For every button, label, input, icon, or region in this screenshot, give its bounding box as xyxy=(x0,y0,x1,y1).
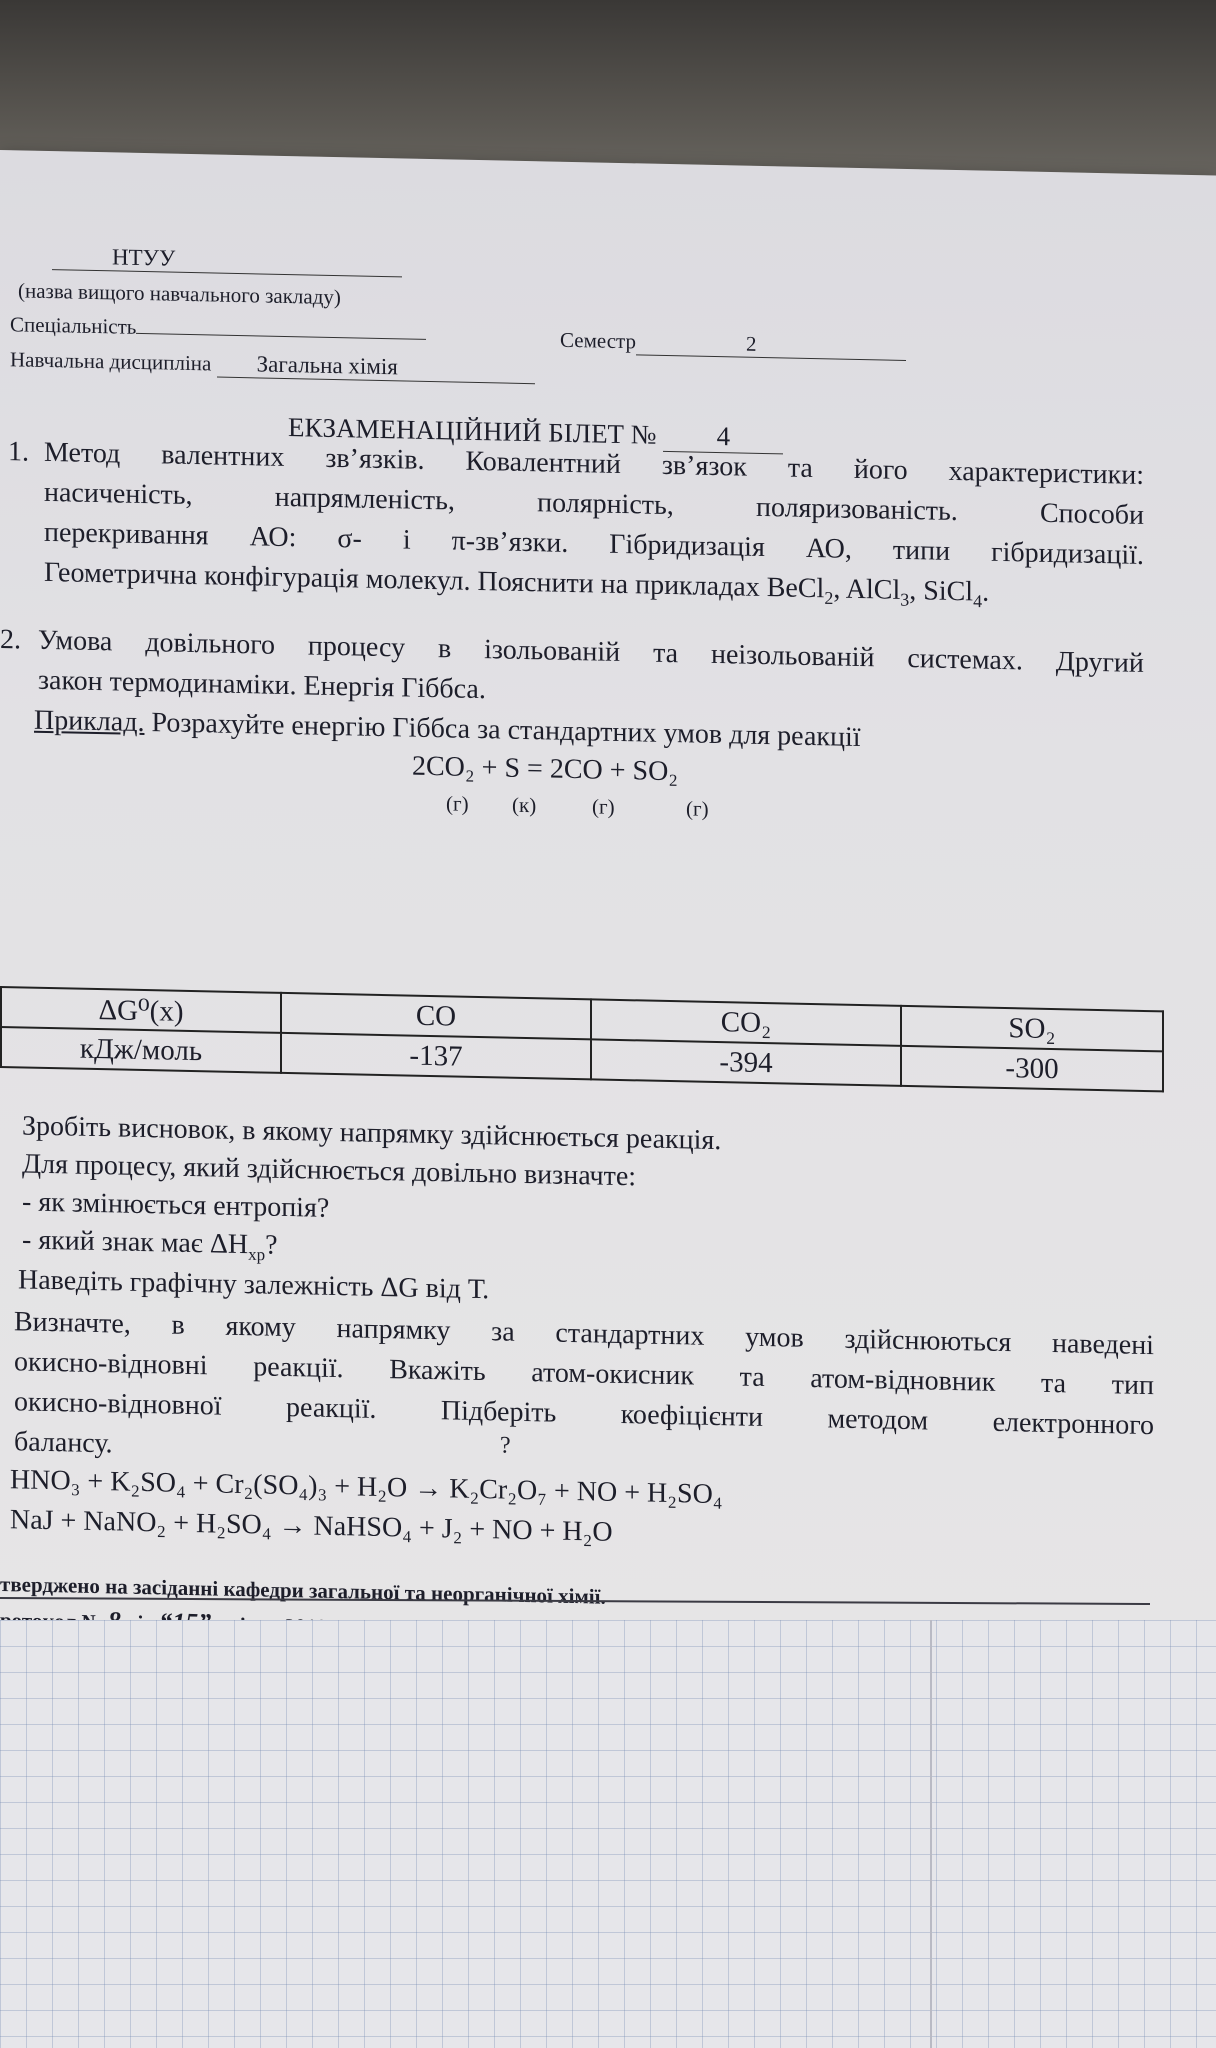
semester-value: 2 xyxy=(636,329,906,361)
table-cell: CO xyxy=(281,993,591,1039)
question-mark-annotation: ? xyxy=(500,1432,511,1459)
q3-word: коефіцієнти xyxy=(620,1399,763,1433)
formula-sicl: SiCl xyxy=(923,575,974,608)
reaction-equation: 2CO₂ + S = 2CO + SO₂ xyxy=(412,750,679,788)
q3-word: електронного xyxy=(992,1406,1154,1442)
q3-word: реакції. xyxy=(253,1351,344,1385)
table-cell: -300 xyxy=(901,1046,1163,1091)
task-conclusion: Зробіть висновок, в якому напрямку здійснюється реакція. xyxy=(22,1110,722,1157)
q1-word: валентних xyxy=(161,439,285,473)
q3-word: реакції. xyxy=(286,1391,377,1425)
specialty-blank xyxy=(136,313,426,340)
table-cell: ΔG⁰(x) xyxy=(1,987,281,1033)
q1-word: зв’язок xyxy=(661,449,747,483)
q3-word: Вкажіть xyxy=(389,1354,486,1388)
q2-word: процесу xyxy=(307,630,406,664)
q2-word: ізольованій xyxy=(484,634,621,668)
state-gas-3: (г) xyxy=(686,796,709,821)
q1-word: насиченість, xyxy=(44,476,193,512)
institution-caption: (назва вищого навчального закладу) xyxy=(18,278,341,310)
q2-word: Другий xyxy=(1055,646,1144,679)
formula-sub: 4 xyxy=(973,590,983,612)
q3-word: Підберіть xyxy=(440,1395,557,1429)
redox-reaction-2: NaJ + NaNO₂ + H₂SO₄ → NaHSO₄ + J₂ + NO + H₂O xyxy=(10,1504,613,1548)
q3-word: умов xyxy=(745,1321,804,1354)
question2-example xyxy=(34,705,861,754)
task-enthalpy xyxy=(22,1224,278,1265)
q1-word: напрямленість, xyxy=(274,481,455,517)
state-gas-1: (г) xyxy=(446,791,469,816)
q3-word: якому xyxy=(225,1310,296,1344)
notebook-fold xyxy=(930,1620,932,2048)
semester-line xyxy=(560,328,906,361)
ticket-title-text: ЕКЗАМЕНАЦІЙНИЙ БІЛЕТ № xyxy=(288,412,657,450)
notebook-page xyxy=(0,1620,1216,2048)
q2-word: та xyxy=(653,637,679,670)
approval-line: тверджено на засіданні кафедри загальної та неорганічної хімії. xyxy=(0,1572,606,1609)
q1-word: Способи xyxy=(1039,497,1144,531)
table-cell: CO₂ xyxy=(591,999,901,1045)
q1-word: Гібридизація xyxy=(609,528,765,564)
question2-number: 2. xyxy=(0,624,21,656)
q3-word: атом-окисник xyxy=(531,1357,694,1392)
q1-word: Метод xyxy=(44,436,121,470)
question1-number: 1. xyxy=(8,436,29,468)
q1-word: поляризованість. xyxy=(755,491,958,528)
formula-sub: 3 xyxy=(900,589,910,610)
q1-word: Ковалентний xyxy=(465,445,621,481)
table-cell: -137 xyxy=(281,1033,591,1079)
q1-word: характеристики: xyxy=(948,455,1144,491)
q3-word: та xyxy=(739,1361,765,1394)
example-text: Розрахуйте енергію Гіббса за стандартних умов для реакції xyxy=(151,707,861,754)
q3-word: тип xyxy=(1111,1369,1154,1402)
q3-word: в xyxy=(171,1309,185,1341)
q1-word: зв’язків. xyxy=(325,442,425,476)
q1-word: типи xyxy=(892,534,951,567)
q1-word: та xyxy=(787,452,813,485)
state-gas-2: (г) xyxy=(592,794,615,819)
question3-line4: балансу. xyxy=(14,1426,113,1460)
q3-word: за xyxy=(491,1316,515,1348)
specialty-line xyxy=(10,310,426,346)
institution: НТУУ xyxy=(52,243,402,277)
q1-last-line: Геометрична конфігурація молекул. Пояснити на прикладах xyxy=(44,556,760,603)
exam-sheet xyxy=(0,150,1216,1655)
task-determine: Для процесу, який здійснюється довільно визначте: xyxy=(22,1148,637,1193)
q2-word: Умова xyxy=(38,624,113,658)
semester-label: Семестр xyxy=(560,327,636,354)
state-solid: (к) xyxy=(512,792,537,818)
formula-becl: BeCl xyxy=(766,572,825,605)
task-entropy: - як змінюється ентропія? xyxy=(22,1186,330,1224)
q2-word: неізольованій xyxy=(710,638,875,674)
table-cell: SO₂ xyxy=(901,1006,1163,1051)
enthalpy-end: ? xyxy=(265,1229,278,1261)
discipline-label: Навчальна дисципліна xyxy=(10,347,212,376)
q1-word: АО: xyxy=(249,521,297,554)
q3-word: окисно-відновні xyxy=(14,1346,208,1382)
q2-word: довільного xyxy=(145,627,276,661)
table-cell: -394 xyxy=(591,1039,901,1085)
q3-word: та xyxy=(1041,1367,1067,1400)
q1-word: АО, xyxy=(805,532,852,565)
q1-word: гібридизації. xyxy=(991,536,1144,571)
formula-alcl: AlCl xyxy=(845,573,901,606)
q1-word: його xyxy=(853,453,908,487)
gibbs-energy-table xyxy=(0,986,1164,1092)
q2-word: в xyxy=(437,633,452,665)
discipline-value: Загальна хімія xyxy=(217,351,535,385)
q3-word: напрямку xyxy=(336,1313,451,1347)
question1-line4: Геометрична конфігурація молекул. Пояснити на прикладах BeCl$_2$, AlCl$_3$, SiCl$_4$. xyxy=(44,556,990,612)
task-graph: Наведіть графічну залежність ΔG від Т. xyxy=(18,1264,490,1306)
discipline-line xyxy=(10,346,535,384)
example-label: Приклад. xyxy=(34,704,145,739)
institution-line xyxy=(52,243,402,277)
q3-word: стандартних xyxy=(555,1317,705,1352)
q1-word: полярність, xyxy=(537,487,674,522)
q1-word: π-зв’язки. xyxy=(451,525,569,559)
q3-word: наведені xyxy=(1052,1328,1154,1362)
q1-word: перекривання xyxy=(44,516,209,552)
q3-word: методом xyxy=(827,1403,929,1437)
q1-word: σ- xyxy=(337,523,362,555)
q1-word: і xyxy=(402,524,411,556)
q2-word: системах. xyxy=(907,643,1023,677)
q3-word: окисно-відновної xyxy=(14,1386,222,1422)
enthalpy-text: - який знак має ΔH xyxy=(22,1224,249,1261)
enthalpy-sub: хр xyxy=(248,1244,266,1265)
q3-word: здійснюються xyxy=(844,1323,1012,1359)
q3-word: Визначте, xyxy=(14,1306,131,1340)
specialty-label: Спеціальність xyxy=(10,312,137,339)
ticket-number: 4 xyxy=(663,420,783,455)
table-cell: кДж/моль xyxy=(1,1027,281,1073)
redox-reaction-1: HNO₃ + K₂SO₄ + Cr₂(SO₄)₃ + H₂O → K₂Cr₂O₇ + NO + H₂SO₄ xyxy=(10,1464,723,1511)
q3-word: атом-відновник xyxy=(810,1362,996,1398)
question2-line2: закон термодинаміки. Енергія Гіббса. xyxy=(38,664,486,706)
formula-sub: 2 xyxy=(824,587,834,609)
